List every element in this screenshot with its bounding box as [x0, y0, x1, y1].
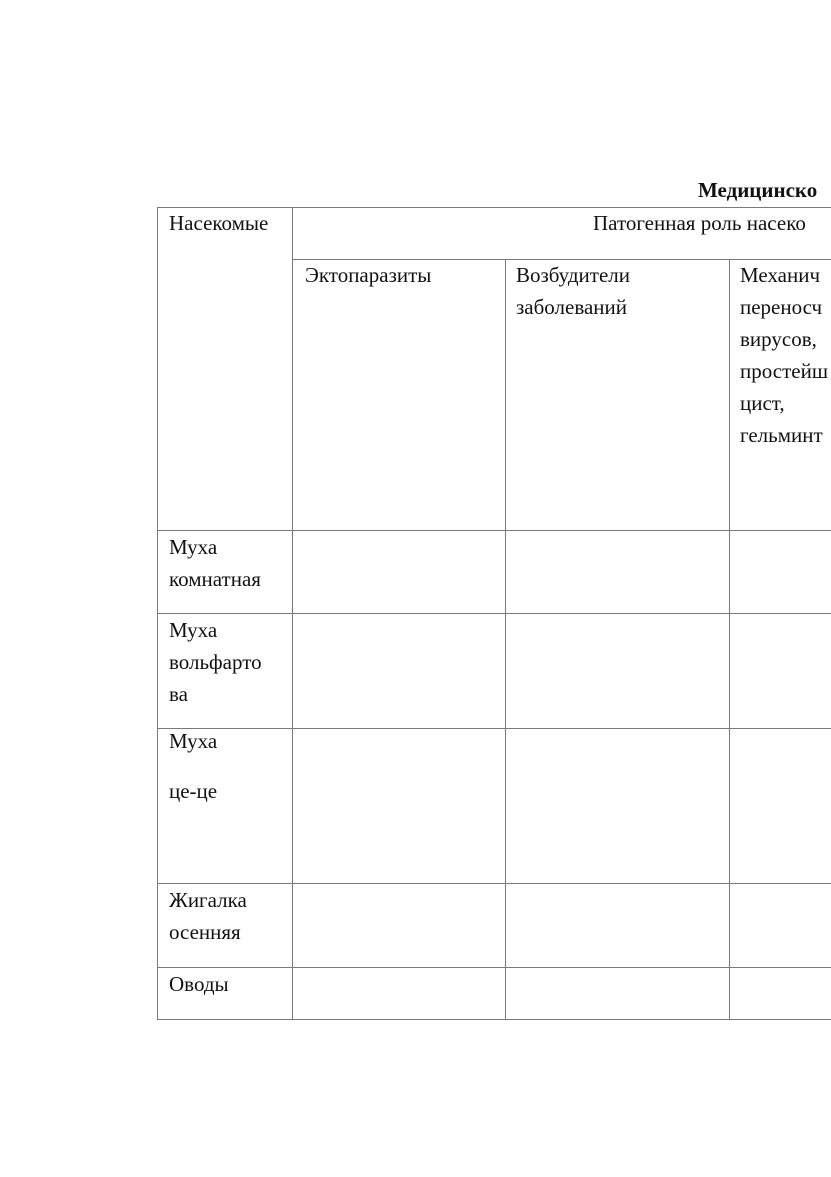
document-title: Медицинско — [698, 178, 818, 202]
pathogenic-role-header: Патогенная роль насеко — [593, 211, 806, 235]
row-label-house-fly: Муха комнатная — [169, 535, 261, 591]
row-label-wohlfahrt-fly: Муха вольфарто ва — [169, 618, 262, 706]
ectoparasites-column-header: Эктопаразиты — [305, 263, 432, 287]
mechanical-carriers-column-header: Механич переносч вирусов, простейш цист, гельминт — [740, 263, 828, 447]
pathogens-column-divider — [729, 259, 730, 1020]
ectoparasites-column-divider — [505, 259, 506, 1020]
insects-header: Насекомые — [169, 211, 269, 235]
insects-column-divider — [292, 207, 293, 1020]
table-border-left — [157, 207, 158, 1020]
pathogenic-role-table — [157, 207, 831, 1020]
row-label-botflies: Оводы — [169, 972, 229, 996]
row-label-stable-fly: Жигалка осенняя — [169, 888, 247, 944]
row-label-tsetse-fly: Муха це-це — [169, 729, 218, 803]
pathogens-column-header: Возбудители заболеваний — [516, 263, 631, 319]
